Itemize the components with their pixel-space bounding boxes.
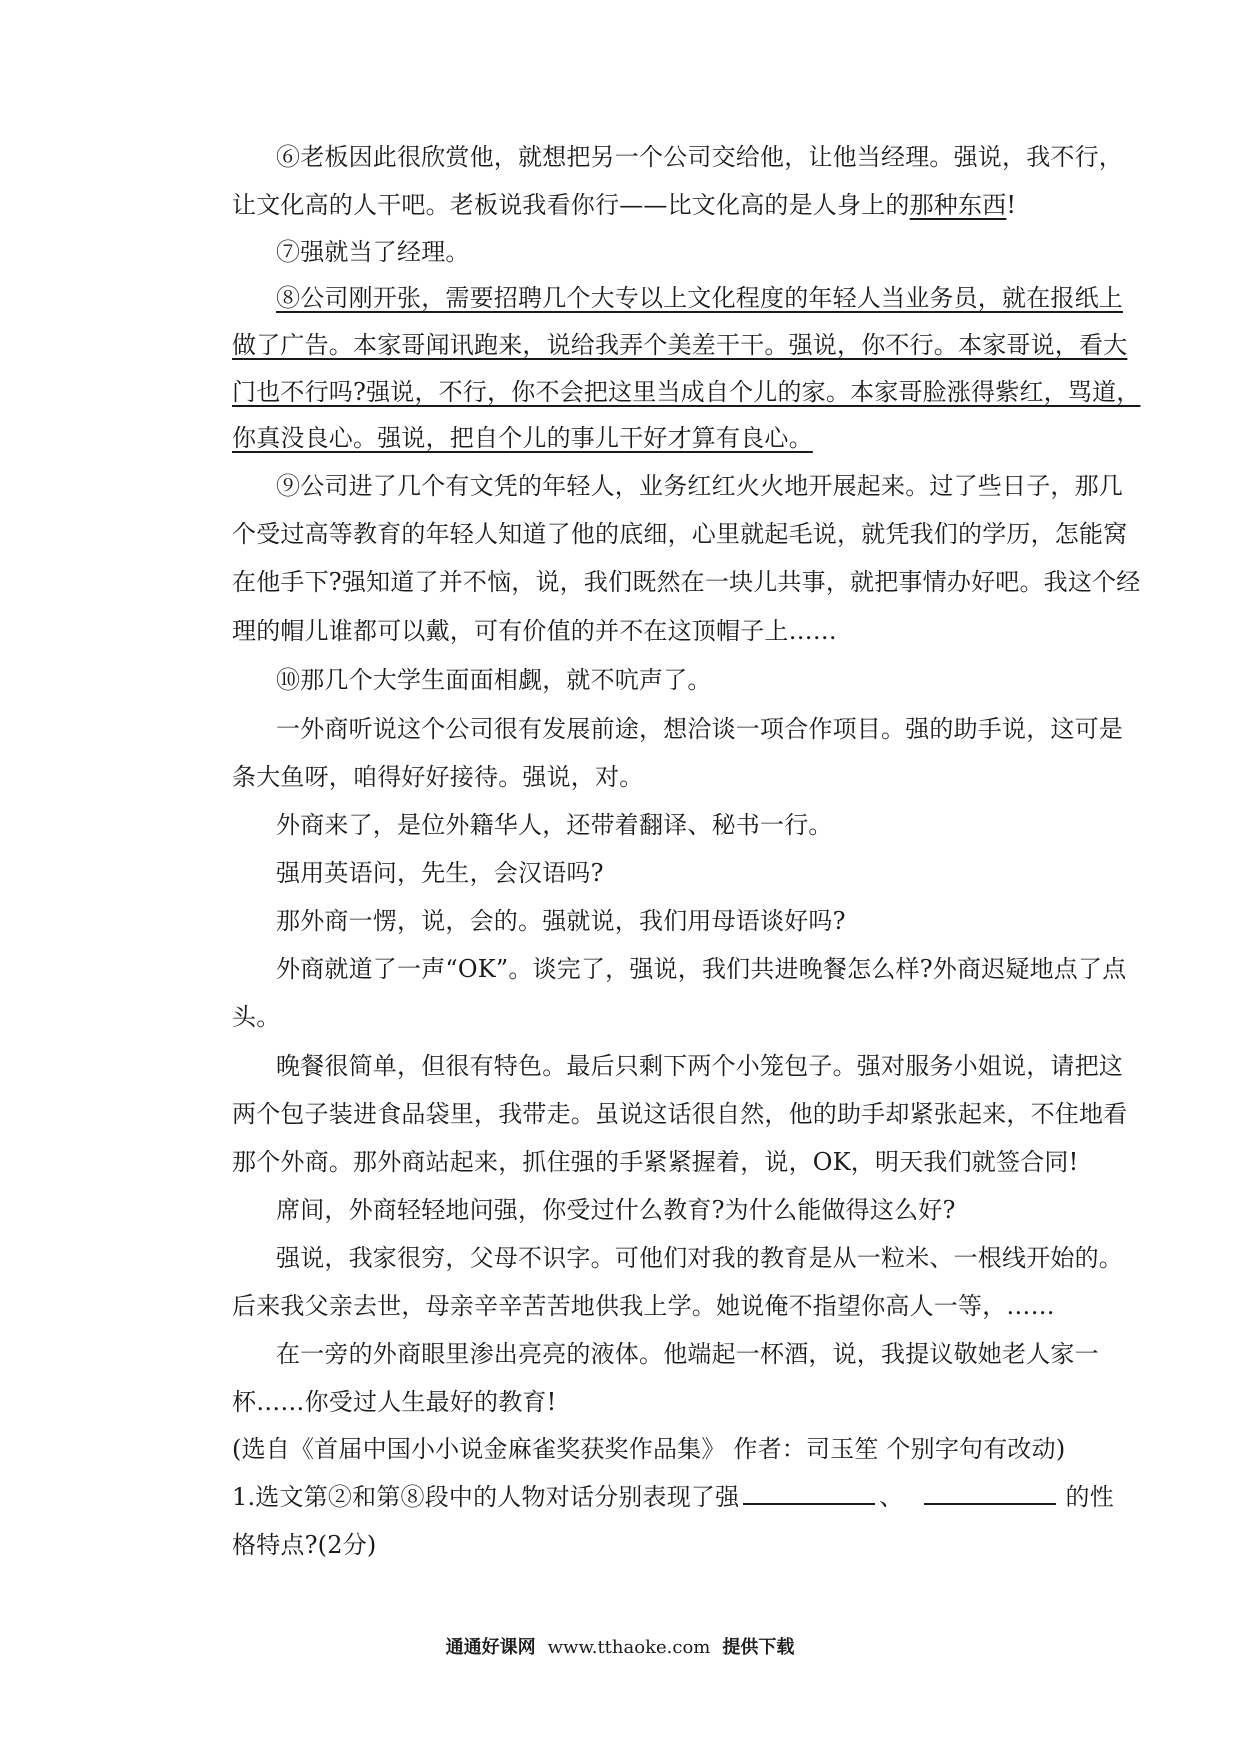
- paragraph-15-line-2: 头。: [232, 1003, 281, 1031]
- paragraph-16-line-2: 两个包子装进食品袋里，我带走。虽说这话很自然，他的助手却紧张起来，不住地看: [232, 1100, 1128, 1128]
- question-1-text: 1.选文第②和第⑧段中的人物对话分别表现了强: [232, 1483, 740, 1511]
- paragraph-9-line-3: 在他手下?强知道了并不恼，说，我们既然在一块儿共事，就把事情办好吧。我这个经: [232, 568, 1141, 596]
- question-1-text-end: 的性: [1065, 1483, 1114, 1511]
- paragraph-10: ⑩那几个大学生面面相觑，就不吭声了。: [276, 666, 712, 694]
- paragraph-19-line-2: 杯……你受过人生最好的教育!: [232, 1388, 557, 1416]
- paragraph-9-line-2: 个受过高等教育的年轻人知道了他的底细，心里就起毛说，就凭我们的学历，怎能窝: [232, 520, 1128, 548]
- paragraph-14: 那外商一愣，说，会的。强就说，我们用母语谈好吗?: [276, 907, 846, 935]
- answer-blank-2[interactable]: [924, 1481, 1056, 1505]
- paragraph-6-text: 让文化高的人干吧。老板说我看你行——比文化高的是人身上的: [232, 191, 910, 219]
- paragraph-9-line-1: ⑨公司进了几个有文凭的年轻人，业务红红火火地开展起来。过了些日子，那几: [276, 472, 1123, 500]
- footer-url[interactable]: www.tthaoke.com: [547, 1637, 711, 1658]
- source-citation: (选自《首届中国小小说金麻雀奖获奖作品集》 作者：司玉笙 个别字句有改动): [232, 1435, 1066, 1463]
- paragraph-8-line-2: 做了广告。本家哥闻讯跑来，说给我弄个美差干干。强说，你不行。本家哥说，看大: [232, 331, 1128, 359]
- paragraph-19-line-1: 在一旁的外商眼里渗出亮亮的液体。他端起一杯酒，说，我提议敬她老人家一: [276, 1340, 1099, 1368]
- paragraph-18-line-1: 强说，我家很穷，父母不识字。可他们对我的教育是从一粒米、一根线开始的。: [276, 1244, 1123, 1272]
- paragraph-16-line-1: 晚餐很简单，但很有特色。最后只剩下两个小笼包子。强对服务小姐说，请把这: [276, 1052, 1123, 1080]
- paragraph-8-line-3: 门也不行吗?强说，不行，你不会把这里当成自个儿的家。本家哥脸涨得紫红，骂道，: [232, 378, 1141, 406]
- paragraph-7: ⑦强就当了经理。: [276, 238, 470, 266]
- page-footer: [0, 1633, 1240, 1659]
- paragraph-6-line-2: [232, 188, 1016, 222]
- paragraph-6-line-1: ⑥老板因此很欣赏他，就想把另一个公司交给他，让他当经理。强说，我不行，: [276, 143, 1123, 171]
- paragraph-13: 强用英语问，先生，会汉语吗?: [276, 859, 604, 887]
- paragraph-11-line-1: 一外商听说这个公司很有发展前途，想洽谈一项合作项目。强的助手说，这可是: [276, 715, 1123, 743]
- paragraph-11-line-2: 条大鱼呀，咱得好好接待。强说，对。: [232, 763, 644, 791]
- paragraph-8-line-1: ⑧公司刚开张，需要招聘几个大专以上文化程度的年轻人当业务员，就在报纸上: [276, 284, 1123, 312]
- footer-suffix: 提供下载: [722, 1637, 795, 1658]
- question-1-separator: 、: [879, 1483, 904, 1511]
- exclamation-mark: !: [1006, 191, 1017, 219]
- underlined-phrase: 那种东西: [909, 191, 1007, 219]
- paragraph-12: 外商来了，是位外籍华人，还带着翻译、秘书一行。: [276, 811, 833, 839]
- paragraph-15-line-1: 外商就道了一声“OK”。谈完了，强说，我们共进晚餐怎么样?外商迟疑地点了点: [276, 955, 1127, 983]
- footer-site-name: 通通好课网: [445, 1637, 536, 1658]
- paragraph-16-line-3: 那个外商。那外商站起来，抓住强的手紧紧握着，说，OK，明天我们就签合同!: [232, 1148, 1079, 1176]
- question-1-line-1: [232, 1480, 1114, 1514]
- paragraph-18-line-2: 后来我父亲去世，母亲辛辛苦苦地供我上学。她说俺不指望你高人一等，……: [232, 1292, 1055, 1320]
- paragraph-8-line-4: 你真没良心。强说，把自个儿的事儿干好才算有良心。: [232, 424, 813, 452]
- question-1-line-2: 格特点?(2分): [232, 1531, 377, 1559]
- paragraph-9-line-4: 理的帽儿谁都可以戴，可有价值的并不在这顶帽子上……: [232, 617, 837, 645]
- paragraph-17: 席间，外商轻轻地问强，你受过什么教育?为什么能做得这么好?: [276, 1196, 956, 1224]
- answer-blank-1[interactable]: [743, 1481, 875, 1505]
